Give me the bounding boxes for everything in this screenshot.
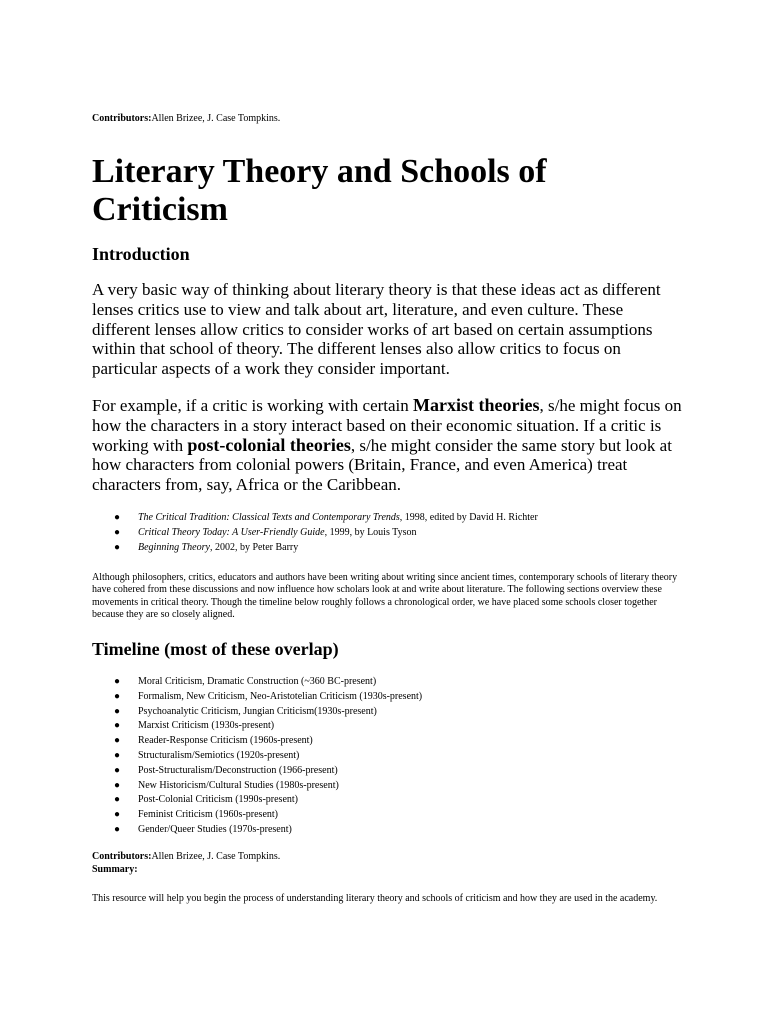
timeline-item: [92, 734, 422, 749]
contributors-summary-block: [92, 851, 280, 876]
timeline-item-label: Gender/Queer Studies (1970s-present): [138, 823, 292, 835]
bullet-icon: ●: [114, 690, 121, 702]
contributors-names: Allen Brizee, J. Case Tompkins.: [151, 851, 281, 862]
timeline-list: [92, 675, 422, 838]
reference-title: Critical Theory Today: A User-Friendly Guide: [138, 527, 325, 538]
post-colonial-theories-term: post-colonial theories: [187, 434, 351, 455]
reference-title: The Critical Tradition: Classical Texts and Contemporary Trends: [138, 512, 400, 523]
bullet-icon: ●: [114, 720, 121, 732]
bullet-icon: ●: [114, 705, 121, 717]
timeline-item: [92, 749, 422, 764]
reference-list: [92, 510, 538, 555]
timeline-item-label: Formalism, New Criticism, Neo-Aristotelian Criticism (1930s-present): [138, 690, 423, 702]
bullet-icon: ●: [114, 779, 121, 791]
timeline-item: [92, 675, 422, 690]
reference-item: [92, 540, 538, 555]
example-text-2: , s/he might focus on how the characters in a story interact based on their economic situation. If a critic is working with: [92, 396, 682, 455]
timeline-item-label: Marxist Criticism (1930s-present): [138, 720, 275, 732]
marxist-theories-term: Marxist theories: [413, 395, 540, 415]
overview-paragraph: Although philosophers, critics, educators and authors have been writing about writing since ancient times, contemporary schools of literary theory have cohered from these discussions and now influence how scholars look at and write about literature. The following sections overview these movements in critical theory. Though the timeline below roughly follows a chronological order, we have placed some schools closer together because they are so closely aligned.: [92, 572, 678, 621]
page-title: Literary Theory and Schools of Criticism: [92, 153, 547, 228]
timeline-heading: Timeline (most of these overlap): [92, 639, 339, 659]
bullet-icon: ●: [114, 809, 121, 821]
timeline-item-label: Feminist Criticism (1960s-present): [138, 809, 278, 821]
timeline-item: [92, 705, 422, 720]
timeline-item: [92, 779, 422, 794]
introduction-paragraph: A very basic way of thinking about literary theory is that these ideas act as different lenses critics use to view and talk about art, literature, and even culture. These different lenses allow critics to consider works of art based on certain assumptions within that school of theory. The different lenses also allow critics to focus on particular aspects of a work they consider important.: [92, 280, 661, 379]
introduction-heading: Introduction: [92, 244, 190, 264]
reference-details: , 2002, by Peter Barry: [209, 542, 299, 553]
timeline-item-label: New Historicism/Cultural Studies (1980s-present): [138, 779, 339, 791]
timeline-item-label: Structuralism/Semiotics (1920s-present): [138, 749, 300, 761]
timeline-item: [92, 690, 422, 705]
timeline-item-label: Reader-Response Criticism (1960s-present): [138, 735, 313, 747]
reference-details: , 1998, edited by David H. Richter: [399, 512, 538, 523]
reference-item: [92, 525, 538, 540]
bullet-icon: ●: [114, 676, 121, 687]
bullet-icon: ●: [114, 527, 121, 538]
bullet-icon: ●: [114, 542, 121, 553]
timeline-item: [92, 719, 422, 734]
contributors-label: Contributors:: [92, 851, 152, 862]
timeline-item-label: Post-Structuralism/Deconstruction (1966-present): [138, 764, 338, 776]
bullet-icon: ●: [114, 764, 121, 776]
summary-label-line: [92, 864, 280, 877]
contributors-label: Contributors:: [92, 113, 152, 124]
timeline-item: [92, 808, 422, 823]
bullet-icon: ●: [114, 749, 121, 761]
example-text-1: For example, if a critic is working with certain: [92, 396, 414, 415]
contributors-line: [92, 113, 280, 125]
reference-title: Beginning Theory: [138, 542, 210, 553]
bullet-icon: ●: [114, 735, 121, 747]
reference-item: [92, 510, 538, 525]
timeline-item: [92, 764, 422, 779]
summary-paragraph: This resource will help you begin the process of understanding literary theory and schools of criticism and how they are used in the academy.: [92, 893, 658, 904]
bullet-icon: ●: [114, 512, 121, 523]
timeline-item-label: Moral Criticism, Dramatic Construction (~360 BC-present): [138, 676, 377, 687]
timeline-item-label: Post-Colonial Criticism (1990s-present): [138, 794, 298, 806]
reference-details: , 1999, by Louis Tyson: [324, 527, 417, 538]
timeline-item-label: Psychoanalytic Criticism, Jungian Criticism(1930s-present): [138, 705, 377, 717]
bullet-icon: ●: [114, 794, 121, 806]
example-text-3: , s/he might consider the same story but look at how characters from colonial powers (Britain, France, and even America) treat characters from, say, Africa or the Caribbean.: [92, 435, 672, 495]
example-paragraph: [92, 396, 684, 495]
summary-label: Summary:: [92, 863, 138, 875]
contributors-names: Allen Brizee, J. Case Tompkins.: [151, 113, 281, 124]
bullet-icon: ●: [114, 823, 121, 835]
timeline-item: [92, 823, 422, 838]
timeline-item: [92, 793, 422, 808]
contributors-line-bottom: [92, 851, 280, 864]
